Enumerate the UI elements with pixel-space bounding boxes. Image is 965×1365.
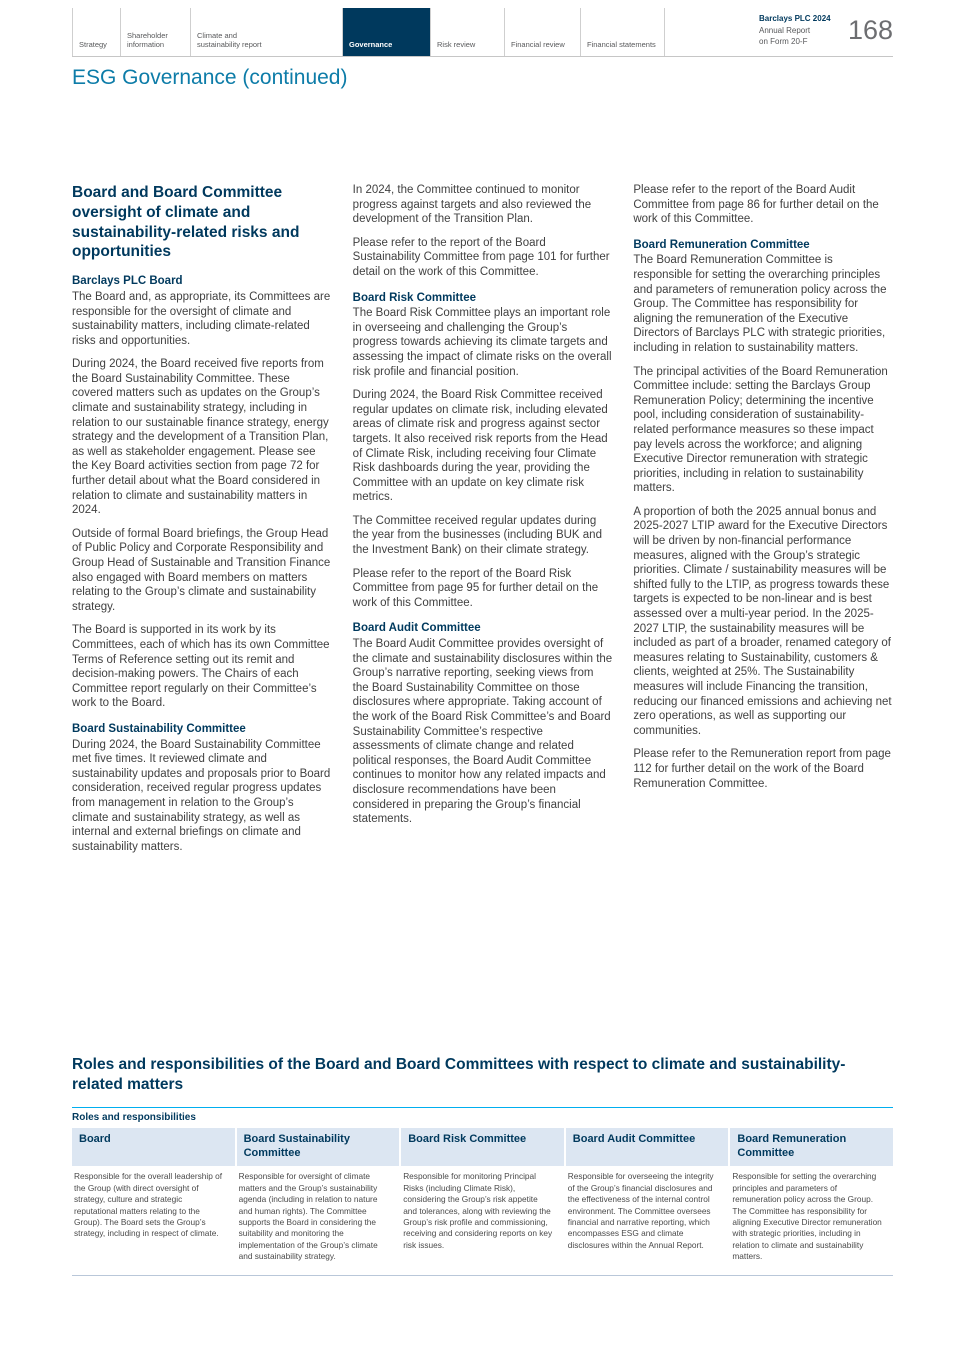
tab-financial-statements[interactable] [580, 8, 664, 56]
column-1 [72, 183, 332, 863]
subheading-board-remuneration-committee: Board Remuneration Committee [633, 238, 810, 251]
table-body-cell: Responsible for monitoring Principal Risks (including Climate Risk), considering the Group’s risk appetite and tolerances, along with reviewing the Group’s risk profile and commissioning, receiving and considering reports on key risk issues. [403, 1171, 553, 1250]
article-body [72, 183, 893, 1049]
tab-label: Climate and sustainability report [197, 30, 262, 50]
tab-climate-and-sustainability-report[interactable] [190, 8, 342, 56]
table-body-cell: Responsible for overseeing the integrity of the Group’s financial disclosures and the effectiveness of the internal control environment. The Committee oversees financial and narrative reporting, which encompasses ESG and climate disclosures within the Annual Report. [567, 1171, 714, 1250]
tab-label: Risk review [437, 40, 476, 50]
roles-band [72, 1107, 893, 1123]
page-title: ESG Governance (continued) [72, 66, 348, 89]
paragraph: The principal activities of the Board Remuneration Committee include: setting the Barclays Group Remuneration Policy; determining the incentive pool, including consideration of sustainability-related performance measures so these impact pay levels across the workforce; and aligning Executive Director remuneration with strategic priorities, including in relation to sustainability matters. [633, 365, 888, 495]
tab-label: Financial review [511, 40, 565, 50]
paragraph: Outside of formal Board briefings, the Group Head of Public Policy and Corporate Responsibility and Group Head of Sustainable and Transition Finance also engaged with Board members on matters relating to the Group’s climate and sustainability strategy. [72, 527, 331, 613]
table-header-cell: Board Sustainability Committee [237, 1128, 400, 1166]
table-header-cell: Board Risk Committee [401, 1128, 564, 1166]
roles-band-label: Roles and responsibilities [72, 1112, 196, 1124]
roles-section-heading: Roles and responsibilities of the Board and Board Committees with respect to climate and sustainability-related matters [72, 1056, 846, 1094]
table-header-cell: Board Audit Committee [566, 1128, 729, 1166]
table-header-cell: Board Remuneration Committee [730, 1128, 893, 1166]
paragraph: Please refer to the report of the Board Sustainability Committee from page 101 for further detail on the work of this Committee. [352, 236, 610, 278]
report-subtitle: Annual Report [759, 25, 811, 35]
tab-label: Governance [349, 40, 393, 50]
tab-label: Financial statements [587, 40, 656, 50]
paragraph: The Committee received regular updates during the year from the businesses (including BUK and the Investment Bank) on their climate strategy. [352, 514, 602, 557]
tab-governance-active[interactable] [342, 8, 430, 56]
paragraph: Please refer to the Remuneration report from page 112 for further detail on the work of the Board Remuneration Committee. [633, 748, 891, 790]
paragraph: During 2024, the Board received five reports from the Board Sustainability Committee. These covered matters such as updates on the Group’s climate and sustainability strategy, including in relation to our sustainable finance strategy, energy strategy and the development of a Transition Plan, as well as stakeholder engagement. Please see the Key Board activities section from page 72 for further detail about what the Board considered in relation to climate and sustainability matters in 2024. [72, 358, 329, 517]
page-number: 168 [847, 15, 893, 45]
roles-column-audit-committee [566, 1128, 729, 1269]
roles-column-board [72, 1128, 235, 1269]
roles-column-risk-committee [401, 1128, 564, 1269]
paragraph: The Board Remuneration Committee is responsible for setting the overarching principles and parameters of remuneration policy across the Group. The Committee has responsibility for aligning the remuneration of the Executive Directors of Barclays PLC with strategic priorities, including in relation to sustainability matters. [633, 254, 887, 354]
roles-column-remuneration-committee [730, 1128, 893, 1269]
paragraph: During 2024, the Board Sustainability Committee met five times. It reviewed climate and sustainability updates and proposals prior to Board consideration, received regular progress updates from management in relation to the Group’s climate and sustainability strategy, as well as internal and external briefings on climate and sustainability matters. [72, 738, 331, 853]
subheading-board-risk-committee: Board Risk Committee [352, 291, 477, 304]
paragraph: Please refer to the report of the Board Risk Committee from page 95 for further detail on the work of this Committee. [352, 567, 599, 609]
table-body-cell: Responsible for oversight of climate matters and the Group’s sustainability agenda (including in relation to nature and human rights). The Committee supports the Board in considering the suitability and monitoring the implementation of the Group’s climate and sustainability strategy. [238, 1171, 378, 1262]
paragraph: Please refer to the report of the Board Audit Committee from page 86 for further detail on the work of this Committee. [633, 184, 879, 226]
column-2 [353, 183, 613, 836]
subheading-barclays-plc-board: Barclays PLC Board [72, 275, 183, 288]
tab-label: Strategy [79, 40, 107, 50]
column-3 [633, 183, 893, 800]
report-form: on Form 20-F [759, 37, 808, 47]
paragraph: A proportion of both the 2025 annual bonus and 2025-2027 LTIP award for the Executive Directors will be driven by non-financial performance measures, aligned with the Group’s strategic priorities. Climate / sustainability measures will be shifted fully to the LTIP, as progress towards these targets is expected to be non-linear and is best assessed over a multi-year period. In the 2025-2027 LTIP, the sustainability measures will be included as part of a broader, renamed category of measures relating to Sustainability, customers & clients, weighted at 25%. The Sustainability measures will include Financing the transition, reducing our financed emissions and achieving net zero operations, as well as supporting our communities. [633, 505, 892, 737]
roles-column-sustainability-committee [237, 1128, 400, 1269]
paragraph: In 2024, the Committee continued to monitor progress against targets and also reviewed the development of the Transition Plan. [352, 184, 592, 226]
paragraph: The Board Risk Committee plays an important role in overseeing and challenging the Group’s progress towards achieving its climate targets and assessing the impact of climate risks on the overall risk profile and financial position. [352, 307, 612, 378]
report-meta [759, 8, 847, 56]
tab-label: Shareholder information [127, 30, 168, 50]
tab-shareholder-information[interactable] [120, 8, 190, 56]
paragraph: The Board is supported in its work by its Committees, each of which has its own Committee Terms of Reference setting out its remit and decision-making powers. The Chairs of each Committee report regularly on their Committee’s work to the Board. [72, 624, 330, 710]
table-body-cell: Responsible for setting the overarching principles and parameters of remuneration policy across the Group. The Committee has responsibility for aligning Executive Director remuneration with strategic priorities, including in relation to climate and sustainability matters. [732, 1171, 882, 1262]
roles-table [72, 1128, 893, 1276]
tab-strategy[interactable] [72, 8, 120, 56]
paragraph: The Board Audit Committee provides oversight of the climate and sustainability disclosures within the Group’s narrative reporting, seeking views from the Board Sustainability Committee on those disclosures where appropriate. Taking account of the work of the Board Risk Committee’s and Board Sustainability Committee’s respective assessments of climate change and related political responses, the Board Audit Committee continues to monitor how any related impacts and disclosure recommendations have been considered in preparing the Group’s financial statements. [352, 638, 613, 826]
paragraph: The Board and, as appropriate, its Committees are responsible for the oversight of climate and sustainability matters, including climate-related risks and opportunities. [72, 290, 331, 347]
section-heading: Board and Board Committee oversight of climate and sustainability-related risks and opportunities [72, 184, 300, 261]
table-header-cell: Board [72, 1128, 235, 1166]
table-body-cell: Responsible for the overall leadership of the Group (with direct oversight of strategy, culture and strategic reputational matters relating to the Group). The Board sets the Group’s strategy, including in respect of climate. [74, 1171, 223, 1239]
nav-divider [664, 8, 759, 56]
top-nav [72, 8, 893, 57]
roles-section [72, 1055, 893, 1276]
subheading-board-sustainability-committee: Board Sustainability Committee [72, 722, 246, 735]
paragraph: During 2024, the Board Risk Committee received regular updates on climate risk, including elevated areas of climate risk and progress against sector targets. It also received risk reports from the Head of Climate Risk, including receiving four Climate Risk dashboards during the year, providing the Committee with an update on key climate risk metrics. [352, 389, 608, 504]
report-title: Barclays PLC 2024 [759, 14, 831, 23]
tab-financial-review[interactable] [504, 8, 580, 56]
subheading-board-audit-committee: Board Audit Committee [352, 622, 481, 635]
tab-risk-review[interactable] [430, 8, 504, 56]
